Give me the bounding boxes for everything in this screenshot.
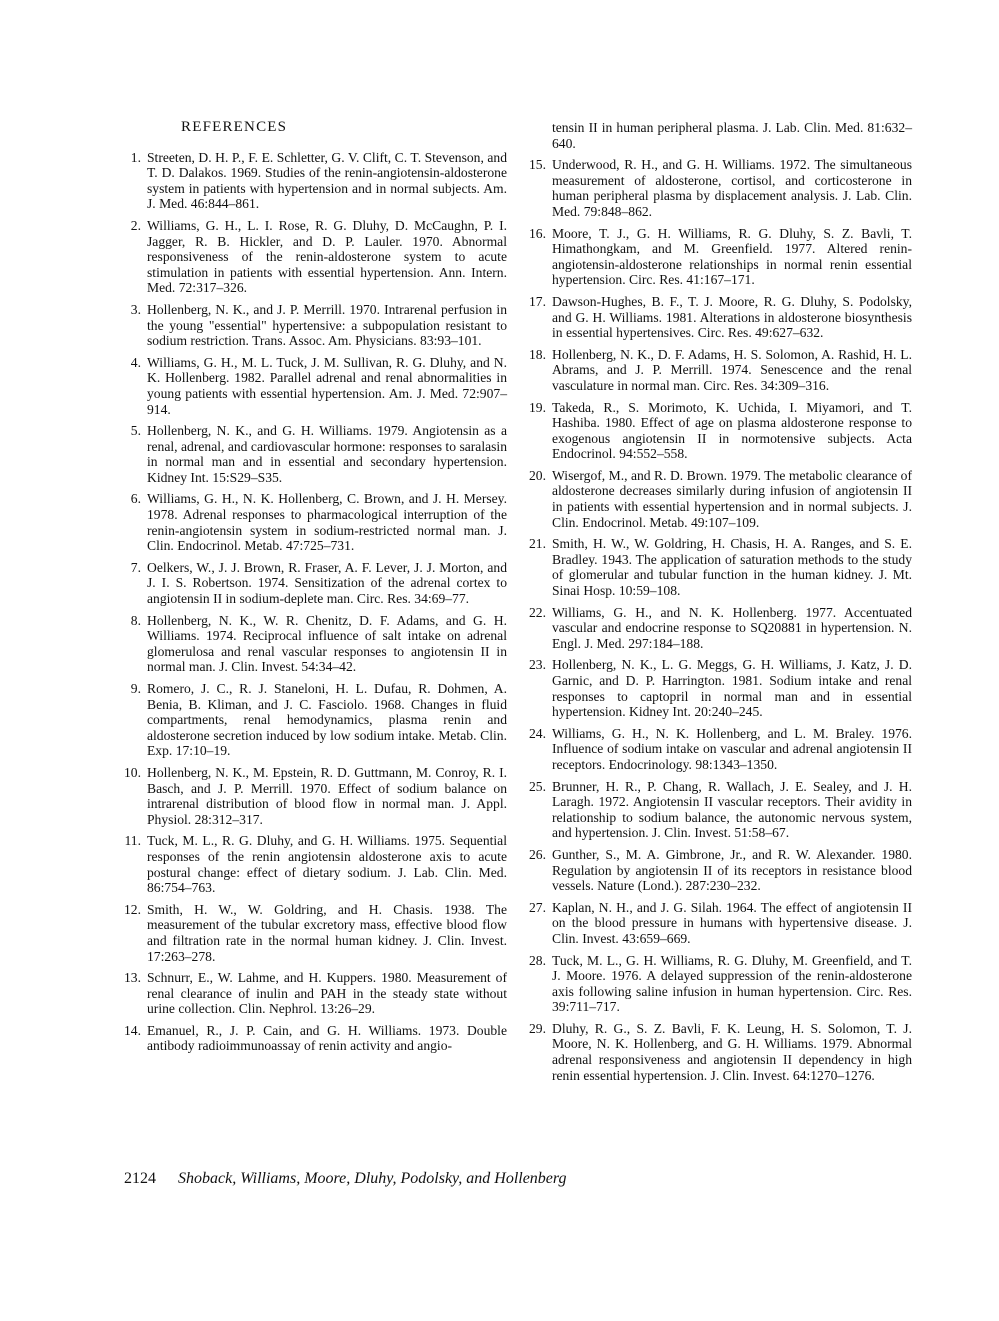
reference-item (117, 902, 507, 964)
reference-text: Gunther, S., M. A. Gimbrone, Jr., and R. W. Alexander. 1980. Regulation by angiotensin II of its receptors in resistance blood vessels. Nature (Lond.). 287:230–232. (552, 846, 912, 894)
reference-item (117, 560, 507, 607)
reference-text: Dluhy, R. G., S. Z. Bavli, F. K. Leung, H. S. Solomon, T. J. Moore, N. K. Hollenberg, and G. H. Williams. 1979. Abnormal adrenal responsiveness and angiotensin II dependency in high renin essential hypertension. J. Clin. Invest. 64:1270–1276. (552, 1020, 912, 1083)
reference-number: 20. (529, 467, 546, 483)
reference-number: 2. (130, 217, 141, 233)
reference-number: 26. (529, 846, 546, 862)
reference-item (522, 847, 912, 894)
reference-number: 18. (529, 346, 546, 362)
reference-text: Williams, G. H., and N. K. Hollenberg. 1977. Accentuated vascular and endocrine response to SQ20881 in hypertension. N. Engl. J. Med. 297:184–188. (552, 604, 912, 651)
reference-item (522, 726, 912, 773)
reference-number: 9. (130, 681, 141, 696)
reference-number: 3. (130, 301, 141, 317)
reference-text: Williams, G. H., N. K. Hollenberg, and L. M. Braley. 1976. Influence of sodium intake on vascular and adrenal angiotensin II receptors. Endocrinology. 98:1343–1350. (552, 725, 912, 772)
reference-item (117, 355, 507, 417)
reference-text: Hollenberg, N. K., M. Epstein, R. D. Guttmann, M. Conroy, R. I. Basch, and J. P. Merrill. 1970. Effect of sodium balance on intrarenal distribution of blood flow in normal man. J. Appl. Physiol. 28:312–317. (147, 764, 507, 827)
reference-number: 8. (130, 612, 141, 628)
reference-text: Tuck, M. L., G. H. Williams, R. G. Dluhy, M. Greenfield, and T. J. Moore. 1976. A delayed suppression of the renin-aldosterone axis following saline infusion in human hypertension. Circ. Res. 39:711–717. (552, 952, 912, 1015)
reference-item (522, 468, 912, 530)
reference-text: Hollenberg, N. K., and G. H. Williams. 1979. Angiotensin as a renal, adrenal, and cardiovascular hormone: responses to saralasin in normal man and in essential and secondary hypertension. Kidney Int. 15:S29–S35. (147, 423, 507, 485)
reference-item (117, 491, 507, 553)
reference-number: 11. (124, 833, 141, 849)
reference-number: 5. (130, 423, 141, 439)
reference-text: Williams, G. H., N. K. Hollenberg, C. Brown, and J. H. Mersey. 1978. Adrenal responses to pharmacological interruption of the renin-angiotensin system in sodium-restricted normal man. J. Clin. Endocrinol. Metab. 47:725–731. (147, 491, 507, 554)
reference-text: Hollenberg, N. K., L. G. Meggs, G. H. Williams, J. Katz, J. D. Garnic, and D. P. Harrington. 1981. Sodium intake and renal responses to captopril in normal man and in essential hypertension. Kidney Int. 20:240–245. (552, 657, 912, 720)
reference-text: Oelkers, W., J. J. Brown, R. Fraser, A. F. Lever, J. J. Morton, and J. I. S. Robertson. 1974. Sensitization of the adrenal cortex to angiotensin II in sodium-deplete man. Circ. Res. 34:69–77. (147, 559, 507, 607)
reference-number: 4. (130, 354, 141, 370)
reference-text: Smith, H. W., W. Goldring, H. Chasis, H. A. Ranges, and S. E. Bradley. 1943. The application of saturation methods to the study of glomerular and tubular function in the human kidney. J. Mt. Sinai Hosp. 10:59–108. (552, 536, 912, 599)
reference-number: 7. (130, 559, 141, 575)
reference-text: Brunner, H. R., P. Chang, R. Wallach, J. E. Sealey, and J. H. Laragh. 1972. Angiotensin II vascular receptors. Their avidity in relationship to sodium balance, the autonomic nervous system, and hypertension. J. Clin. Invest. 51:58–67. (552, 778, 912, 841)
reference-text: Wisergof, M., and R. D. Brown. 1979. The metabolic clearance of aldosterone decreases similarly during infusion of angiotensin II in patients with essential hypertension and in normal subjects. J. Clin. Endocrinol. Metab. 49:107–109. (552, 467, 912, 530)
page-footer (124, 1170, 567, 1188)
reference-item (117, 681, 507, 759)
reference-text: Hollenberg, N. K., W. R. Chenitz, D. F. Adams, and G. H. Williams. 1974. Reciprocal influence of salt intake on adrenal glomerulosa and renal vascular responses to angiotensin II in normal man. J. Clin. Invest. 54:34–42. (147, 612, 507, 675)
reference-item (117, 218, 507, 296)
reference-text: Hollenberg, N. K., and J. P. Merrill. 1970. Intrarenal perfusion in the young "essential" hypertensive: a subpopulation resistant to sodium restriction. Trans. Assoc. Am. Physicians. 83:93–101. (147, 301, 507, 349)
reference-text: Moore, T. J., G. H. Williams, R. G. Dluhy, S. Z. Bavli, T. Himathongkam, and M. Greenfield. 1977. Altered renin-angiotensin-aldosterone relationships in normal renin essential hypertension. Circ. Res. 41:167–171. (552, 225, 912, 288)
reference-text: Underwood, R. H., and G. H. Williams. 1972. The simultaneous measurement of aldosterone, cortisol, and corticosterone in human peripheral plasma by displacement analysis. J. Lab. Clin. Med. 79:848–862. (552, 157, 912, 219)
reference-number: 13. (124, 970, 141, 986)
reference-item (522, 605, 912, 652)
reference-number: 24. (529, 725, 546, 741)
reference-text: Dawson-Hughes, B. F., T. J. Moore, R. G. Dluhy, S. Podolsky, and G. H. Williams. 1981. Alterations in aldosterone biosynthesis in essential hypertensives. Circ. Res. 49:627–632. (552, 293, 912, 341)
reference-item (522, 779, 912, 841)
reference-number: 27. (529, 899, 546, 915)
reference-number: 15. (529, 157, 546, 173)
reference-item (522, 294, 912, 341)
reference-list-right (522, 157, 912, 1083)
reference-item (522, 1021, 912, 1083)
reference-number: 17. (529, 293, 546, 309)
reference-item (117, 765, 507, 827)
reference-text: Williams, G. H., M. L. Tuck, J. M. Sullivan, R. G. Dluhy, and N. K. Hollenberg. 1982. Parallel adrenal and renal abnormalities in young patients with essential hypertension. Am. J. Med. 72:907–914. (147, 354, 507, 417)
reference-text: Emanuel, R., J. P. Cain, and G. H. Williams. 1973. Double antibody radioimmunoassay of renin activity and angio- (147, 1022, 507, 1054)
reference-text: Tuck, M. L., R. G. Dluhy, and G. H. Williams. 1975. Sequential responses of the renin angiotensin aldosterone axis to acute postural change: effect of dietary sodium. J. Lab. Clin. Med. 86:754–763. (147, 833, 507, 896)
reference-item (522, 347, 912, 394)
reference-item (522, 900, 912, 947)
reference-item (522, 400, 912, 462)
reference-number: 16. (529, 225, 546, 241)
reference-number: 23. (529, 657, 546, 673)
reference-number: 6. (130, 491, 141, 507)
reference-text: Kaplan, N. H., and J. G. Silah. 1964. The effect of angiotensin II on the blood pressure in humans with hypertensive disease. J. Clin. Invest. 43:659–669. (552, 899, 912, 946)
reference-text: Williams, G. H., L. I. Rose, R. G. Dluhy, D. McCaughn, P. I. Jagger, R. B. Hickler, and D. P. Lauler. 1970. Abnormal responsiveness of the renin-aldosterone system to acute stimulation in patients with essential hypertension. Ann. Intern. Med. 72:317–326. (147, 217, 507, 296)
page-number: 2124 (124, 1170, 156, 1187)
reference-item (117, 833, 507, 895)
reference-text: Schnurr, E., W. Lahme, and H. Kuppers. 1980. Measurement of renal clearance of inulin and PAH in the steady state without urine collection. Clin. Nephrol. 13:26–29. (147, 970, 507, 1017)
reference-number: 25. (529, 778, 546, 794)
reference-number: 12. (124, 901, 141, 917)
reference-number: 28. (529, 952, 546, 968)
references-heading: REFERENCES (181, 119, 288, 135)
reference-item (117, 423, 507, 485)
reference-continuation: tensin II in human peripheral plasma. J. Lab. Clin. Med. 81:632–640. (552, 120, 912, 151)
reference-item (117, 613, 507, 675)
reference-text: Streeten, D. H. P., F. E. Schletter, G. V. Clift, C. T. Stevenson, and T. D. Dalakos. 1969. Studies of the renin-angiotensin-aldosterone system in patients with hypertension and in normal subjects. Am. J. Med. 46:844–861. (147, 149, 507, 212)
left-column (117, 120, 507, 1060)
reference-text: Hollenberg, N. K., D. F. Adams, H. S. Solomon, A. Rashid, H. L. Abrams, and J. P. Merrill. 1974. Senescence and the renal vasculature in normal man. Circ. Res. 34:309–316. (552, 346, 912, 393)
reference-item (117, 970, 507, 1017)
reference-number: 21. (529, 536, 546, 552)
reference-item (117, 150, 507, 212)
reference-number: 22. (529, 604, 546, 620)
running-head: Shoback, Williams, Moore, Dluhy, Podolsky, and Hollenberg (178, 1170, 567, 1187)
reference-text: Takeda, R., S. Morimoto, K. Uchida, I. Miyamori, and T. Hashiba. 1980. Effect of age on plasma aldosterone response to exogenous angiotensin II in normotensive subjects. Acta Endocrinol. 94:552–558. (552, 399, 912, 462)
right-column (522, 120, 912, 1089)
reference-item (522, 157, 912, 219)
reference-item (117, 302, 507, 349)
reference-item (522, 953, 912, 1015)
reference-number: 29. (529, 1020, 546, 1036)
reference-number: 14. (124, 1022, 141, 1038)
reference-item (117, 1023, 507, 1054)
reference-item (522, 657, 912, 719)
reference-text: Romero, J. C., R. J. Staneloni, H. L. Dufau, R. Dohmen, A. Benia, B. Kliman, and J. C. Fasciolo. 1968. Changes in fluid compartments, renal hemodynamics, plasma renin and aldosterone secretion induced by low sodium intake. Metab. Clin. Exp. 17:10–19. (147, 681, 507, 759)
reference-item (522, 226, 912, 288)
reference-item (522, 536, 912, 598)
reference-list-left (117, 150, 507, 1054)
reference-number: 10. (124, 764, 141, 780)
reference-text: Smith, H. W., W. Goldring, and H. Chasis. 1938. The measurement of the tubular excretory mass, effective blood flow and filtration rate in the normal human kidney. J. Clin. Invest. 17:263–278. (147, 901, 507, 964)
reference-number: 19. (529, 399, 546, 415)
reference-number: 1. (130, 149, 141, 165)
